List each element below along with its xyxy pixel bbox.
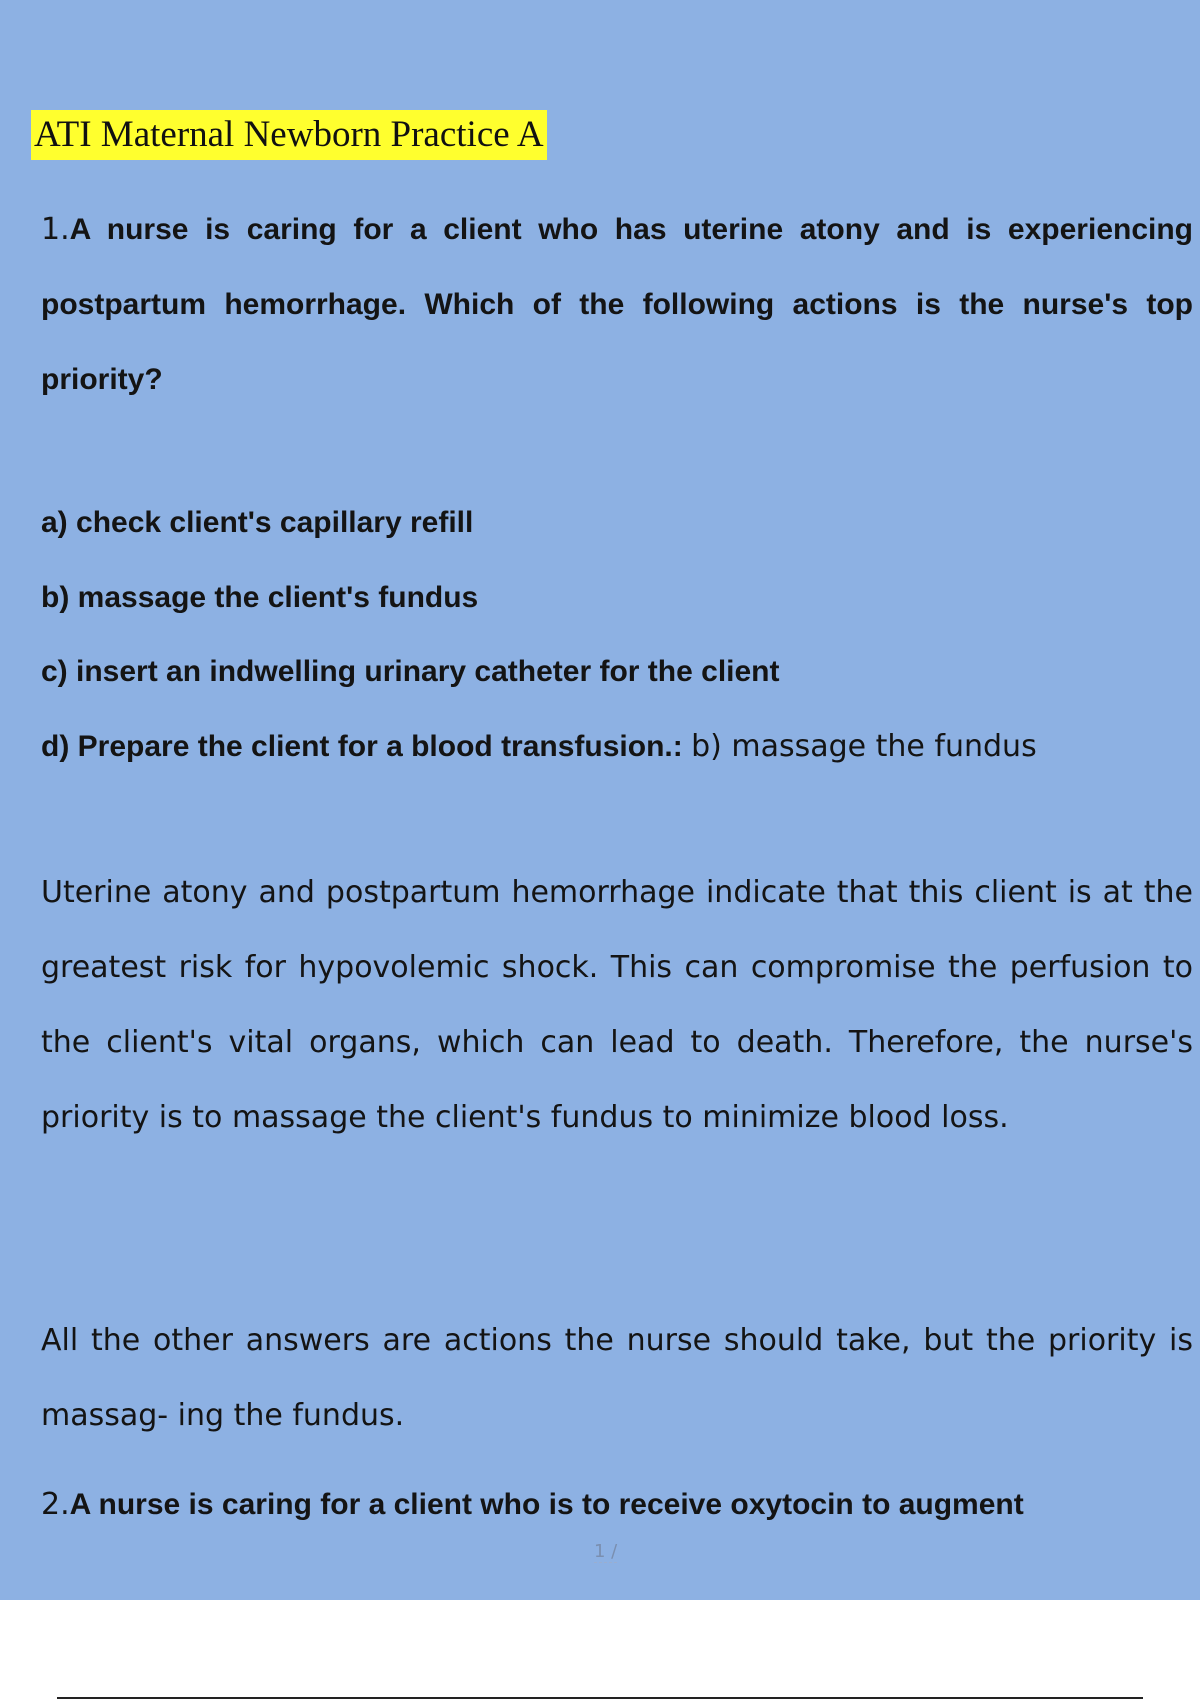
footer-divider [57,1697,1143,1699]
question-1-answer: b) massage the fundus [691,729,1037,764]
question-1-rationale-1: Uterine atony and postpartum hemorrhage indicate that this client is at the greatest risk for hypovolemic shock. This can compromise the perfusion to the client's vital organs, which can lead to death. Therefore, the nurse's priority is to massage the client's fundus to minimize blood loss. [41,875,1193,1135]
question-1-stem [41,192,1193,417]
question-1-option-d [41,727,1037,767]
question-2-text: A nurse is caring for a client who is to receive oxytocin to augment [69,1488,1024,1521]
question-1-number: 1. [41,212,70,247]
document-title: ATI Maternal Newborn Practice A [31,110,547,160]
question-1-rationale-2: All the other answers are actions the nurse should take, but the priority is massag- ing the fundus. [41,1323,1193,1433]
question-1-option-b: b) massage the client's fundus [41,581,479,614]
page-number: 1 / [594,1541,618,1562]
question-1-text: A nurse is caring for a client who has uterine atony and is experiencing postpartum hemorrhage. Which of the following actions is the nurse's top priority? [41,213,1193,396]
question-1-option-c: c) insert an indwelling urinary catheter for the client [41,655,780,688]
question-2-number: 2. [41,1487,70,1522]
question-2-stem [41,1467,1193,1542]
question-1-option-a: a) check client's capillary refill [41,506,474,539]
question-1-option-d-text: d) Prepare the client for a blood transfusion.: [41,730,683,763]
